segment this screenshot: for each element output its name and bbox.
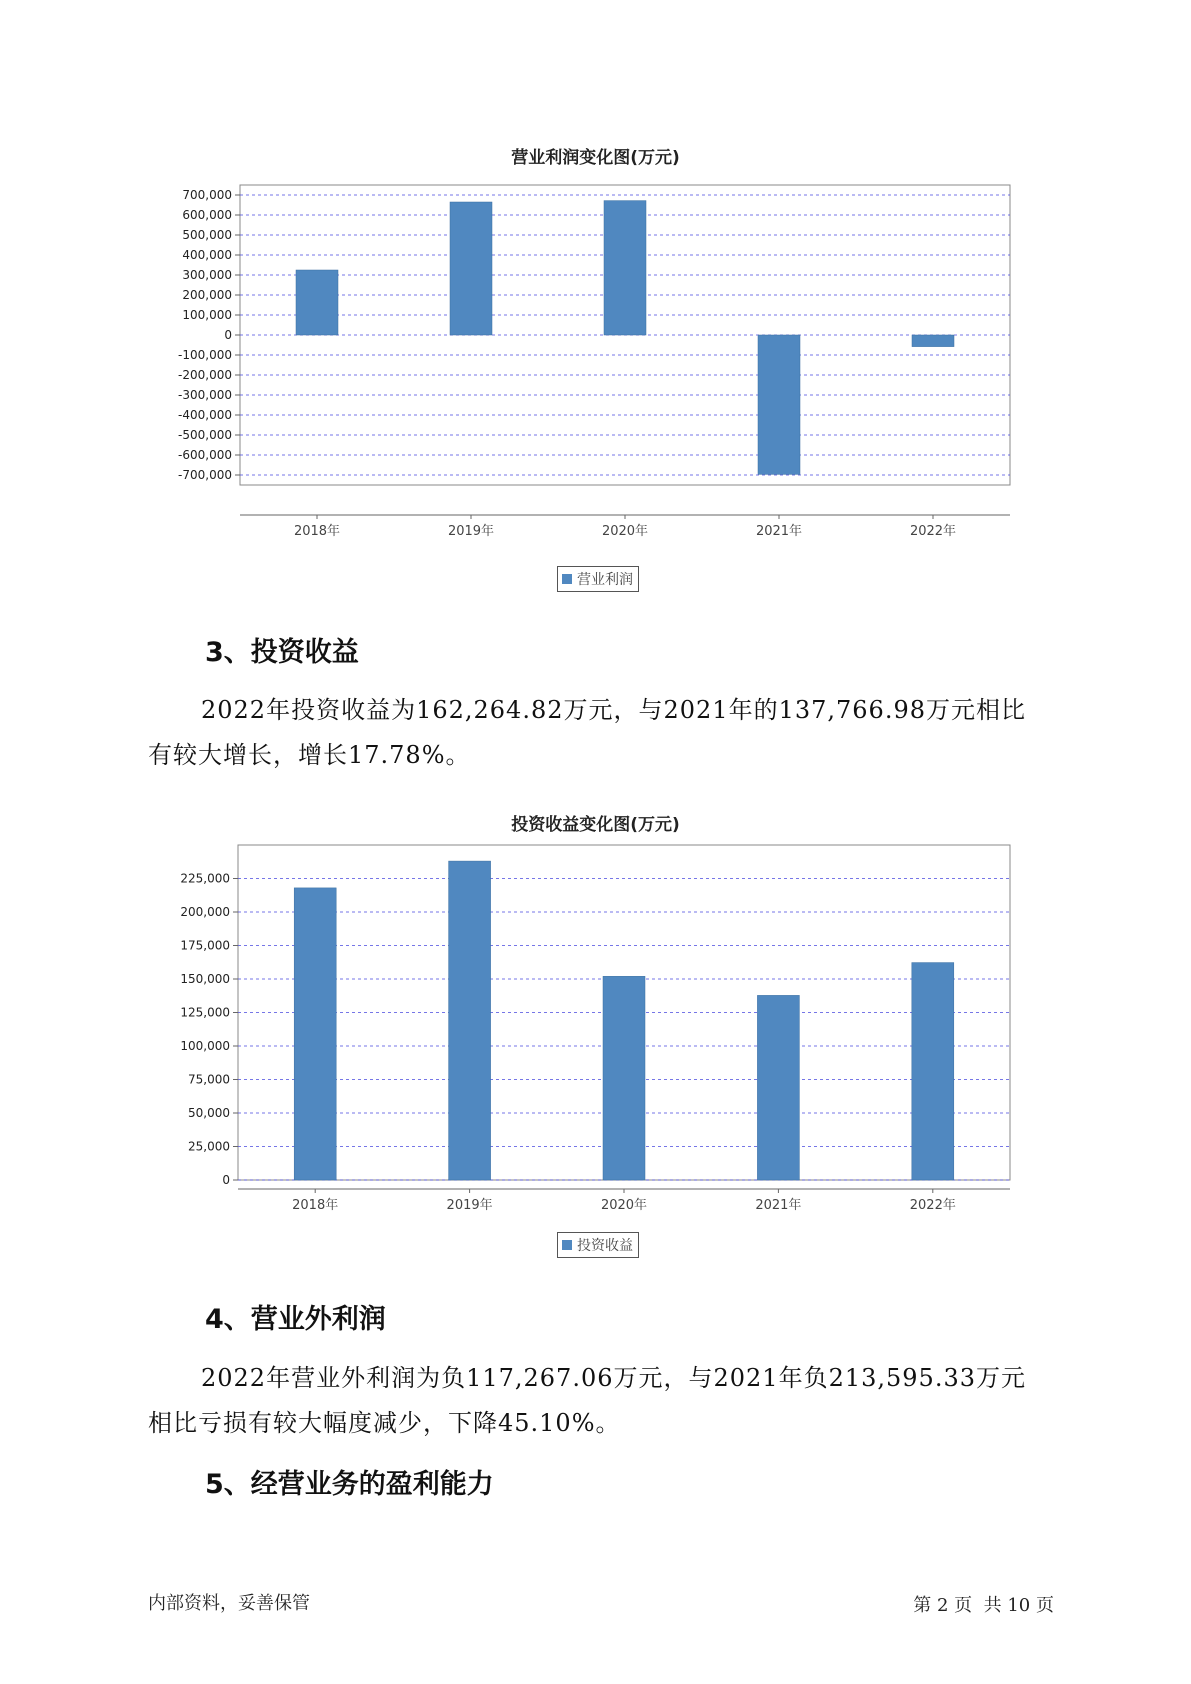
y-tick-label: -300,000 — [178, 388, 232, 402]
y-tick-label: 50,000 — [188, 1106, 230, 1120]
y-tick-label: 175,000 — [180, 938, 230, 953]
chart-title-investment-income: 投资收益变化图(万元) — [511, 815, 680, 835]
page-suffix: 页 — [1036, 1595, 1054, 1616]
paragraph-investment-income: 2022年投资收益为162,264.82万元，与2021年的137,766.98万元相比有较大增长，增长17.78%。 — [148, 696, 1026, 769]
y-tick-label: 500,000 — [182, 228, 232, 242]
y-tick-label: 25,000 — [188, 1139, 230, 1154]
y-tick-label: 300,000 — [182, 268, 232, 282]
bar-2021年 — [757, 995, 799, 1180]
footer-page-number — [913, 1591, 1054, 1617]
page-prefix: 第 — [913, 1595, 932, 1616]
bar-2019年 — [449, 861, 491, 1180]
legend-swatch — [562, 1240, 572, 1250]
y-tick-label: 200,000 — [182, 288, 232, 302]
x-tick-label: 2019年 — [447, 524, 495, 539]
operating-profit-chart — [0, 170, 1191, 539]
bar-2020年 — [604, 201, 646, 335]
bar-2020年 — [603, 976, 645, 1180]
y-tick-label: 100,000 — [180, 1039, 230, 1053]
y-tick-label: 100,000 — [182, 308, 232, 322]
legend-label: 营业利润 — [577, 572, 633, 588]
bar-2018年 — [296, 270, 338, 335]
y-tick-label: 225,000 — [180, 871, 230, 886]
y-tick-label: -500,000 — [178, 428, 232, 442]
x-tick-label: 2020年 — [600, 1198, 648, 1213]
y-tick-label: 600,000 — [182, 208, 232, 222]
x-tick-label: 2022年 — [909, 524, 957, 539]
bar-2022年 — [912, 963, 954, 1180]
y-tick-label: -200,000 — [178, 368, 232, 382]
page-middle: 页 共 — [954, 1595, 1002, 1616]
x-tick-label: 2018年 — [292, 1198, 339, 1213]
x-tick-label: 2021年 — [755, 1198, 802, 1213]
y-tick-label: 125,000 — [180, 1005, 230, 1020]
chart-title-operating-profit: 营业利润变化图(万元) — [511, 148, 680, 168]
y-tick-label: -400,000 — [178, 408, 232, 422]
chart-legend-operating-profit — [557, 566, 639, 592]
bar-2019年 — [450, 202, 492, 335]
y-tick-label: 0 — [222, 1173, 230, 1187]
y-tick-label: 0 — [224, 328, 232, 342]
y-tick-label: -700,000 — [178, 468, 232, 482]
investment-income-chart — [0, 845, 1191, 1215]
x-tick-label: 2018年 — [293, 524, 341, 539]
paragraph-non-operating-profit: 2022年营业外利润为负117,267.06万元，与2021年负213,595.33万元相比亏损有较大幅度减少，下降45.10%。 — [148, 1364, 1026, 1437]
bar-2018年 — [294, 888, 336, 1180]
bar-2022年 — [912, 335, 954, 347]
x-tick-label: 2019年 — [446, 1198, 493, 1213]
heading-operating-profitability: 5、经营业务的盈利能力 — [205, 1469, 494, 1500]
legend-swatch — [562, 574, 572, 584]
heading-investment-income: 3、投资收益 — [205, 637, 359, 668]
heading-non-operating-profit: 4、营业外利润 — [205, 1304, 386, 1335]
page-total: 10 — [1007, 1595, 1031, 1616]
footer-confidential-note: 内部资料，妥善保管 — [148, 1593, 310, 1614]
bar-2021年 — [758, 335, 800, 474]
page-number: 2 — [936, 1595, 949, 1616]
x-tick-label: 2022年 — [909, 1198, 956, 1213]
y-tick-label: 75,000 — [188, 1072, 230, 1087]
legend-label: 投资收益 — [577, 1238, 633, 1254]
y-tick-label: 150,000 — [180, 972, 230, 986]
y-tick-label: 700,000 — [182, 188, 232, 202]
y-tick-label: 200,000 — [180, 905, 230, 919]
x-tick-label: 2020年 — [601, 524, 649, 539]
chart-legend-investment-income — [557, 1232, 639, 1258]
y-tick-label: -600,000 — [178, 448, 232, 462]
x-tick-label: 2021年 — [755, 524, 803, 539]
y-tick-label: 400,000 — [182, 248, 232, 262]
y-tick-label: -100,000 — [178, 348, 232, 362]
